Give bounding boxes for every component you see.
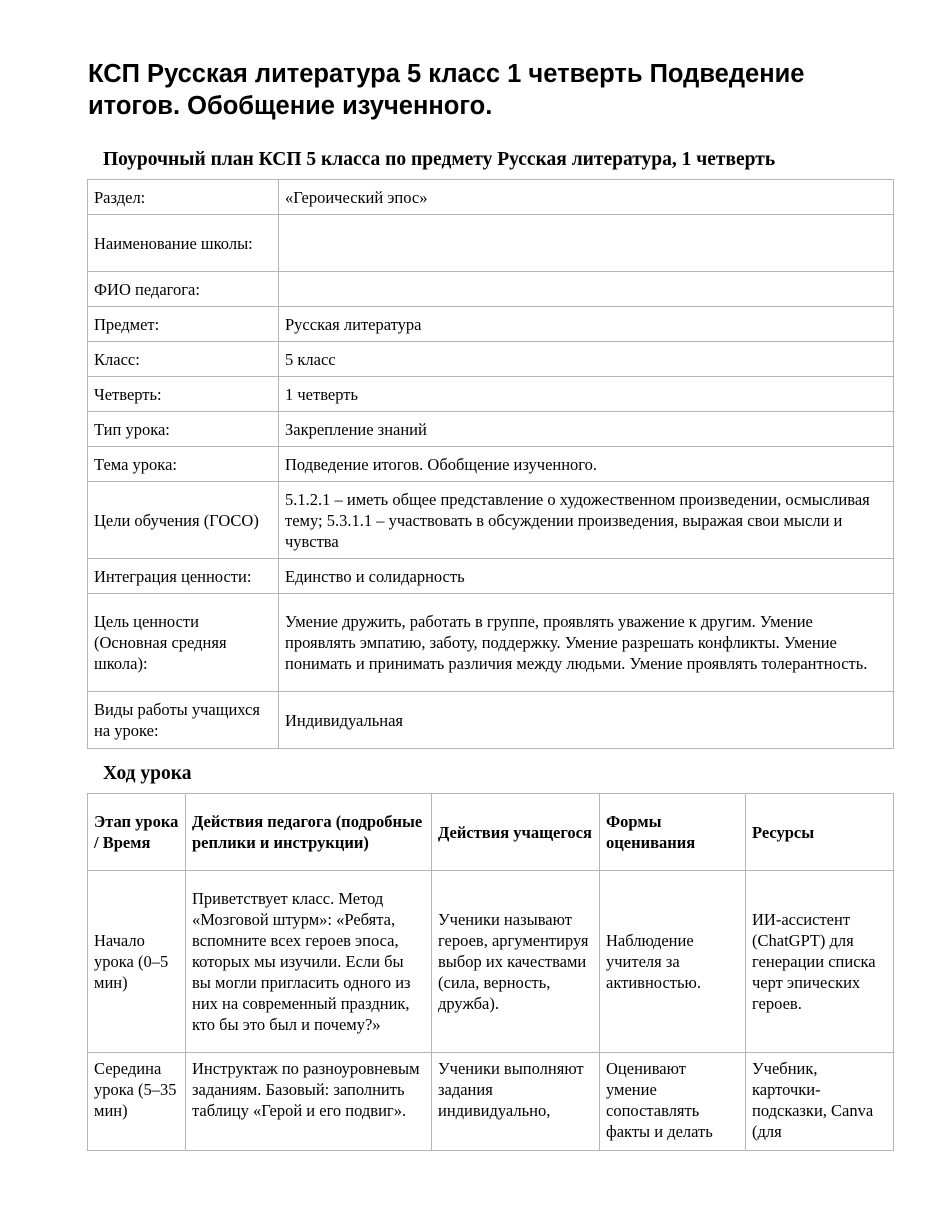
lesson-flow-table [87,793,894,1151]
info-row-quarter [88,377,894,412]
info-row-value-goal [88,594,894,692]
lesson-flow-heading: Ход урока [103,763,192,784]
teacher-actions-cell: Приветствует класс. Метод «Мозговой штурм»: «Ребята, вспомните всех героев эпоса, которых мы изучили. Если бы вы могли пригласить одного из них на современный праздник, кто бы это был и почему?» [186,871,432,1053]
info-value: Русская литература [279,307,894,342]
info-value: 5.1.2.1 – иметь общее представление о художественном произведении, осмысливая тему; 5.3.1.1 – участвовать в обсуждении произведения, выражая свои мысли и чувства [279,482,894,559]
info-label: ФИО педагога: [88,272,279,307]
resources-cell: Учебник, карточки-подсказки, Canva (для [746,1053,894,1151]
info-label: Цели обучения (ГОСО) [88,482,279,559]
column-header-stage: Этап урока / Время [88,794,186,871]
info-label: Тема урока: [88,447,279,482]
info-row-value-integration [88,559,894,594]
column-header-assessment: Формы оценивания [600,794,746,871]
lesson-header-row [88,794,894,871]
info-value: Единство и солидарность [279,559,894,594]
info-row-work-types [88,692,894,749]
page-title: КСП Русская литература 5 класс 1 четверть Подведение итогов. Обобщение изученного. [88,60,805,120]
info-value: Умение дружить, работать в группе, проявлять уважение к другим. Умение проявлять эмпатию, заботу, поддержку. Умение разрешать конфликты. Умение понимать и принимать различия между людьми. Умение проявлять толерантность. [279,594,894,692]
stage-cell: Середина урока (5–35 мин) [88,1053,186,1151]
column-header-teacher-actions: Действия педагога (подробные реплики и инструкции) [186,794,432,871]
info-label: Предмет: [88,307,279,342]
info-label: Интеграция ценности: [88,559,279,594]
info-label: Раздел: [88,180,279,215]
student-actions-cell: Ученики выполняют задания индивидуально, [432,1053,600,1151]
stage-cell: Начало урока (0–5 мин) [88,871,186,1053]
info-value: Закрепление знаний [279,412,894,447]
info-value: Индивидуальная [279,692,894,749]
info-label: Виды работы учащихся на уроке: [88,692,279,749]
info-value: 5 класс [279,342,894,377]
info-row-teacher [88,272,894,307]
info-value: «Героический эпос» [279,180,894,215]
assessment-cell: Наблюдение учителя за активностью. [600,871,746,1053]
info-label: Четверть: [88,377,279,412]
info-value: Подведение итогов. Обобщение изученного. [279,447,894,482]
assessment-cell: Оценивают умение сопоставлять факты и делать [600,1053,746,1151]
table-row [88,1053,894,1151]
student-actions-cell: Ученики называют героев, аргументируя выбор их качествами (сила, верность, дружба). [432,871,600,1053]
info-label: Тип урока: [88,412,279,447]
column-header-student-actions: Действия учащегося [432,794,600,871]
info-row-section [88,180,894,215]
info-row-subject [88,307,894,342]
info-row-learning-goals [88,482,894,559]
plan-heading: Поурочный план КСП 5 класса по предмету Русская литература, 1 четверть [103,149,776,170]
teacher-actions-cell: Инструктаж по разноуровневым заданиям. Базовый: заполнить таблицу «Герой и его подвиг». [186,1053,432,1151]
info-row-lesson-topic [88,447,894,482]
info-row-school [88,215,894,272]
table-row [88,871,894,1053]
info-value: 1 четверть [279,377,894,412]
info-label: Наименование школы: [88,215,279,272]
info-value [279,215,894,272]
info-row-lesson-type [88,412,894,447]
info-row-grade [88,342,894,377]
info-value [279,272,894,307]
lesson-info-table [87,179,894,749]
column-header-resources: Ресурсы [746,794,894,871]
info-label: Класс: [88,342,279,377]
info-label: Цель ценности (Основная средняя школа): [88,594,279,692]
resources-cell: ИИ-ассистент (ChatGPT) для генерации списка черт эпических героев. [746,871,894,1053]
